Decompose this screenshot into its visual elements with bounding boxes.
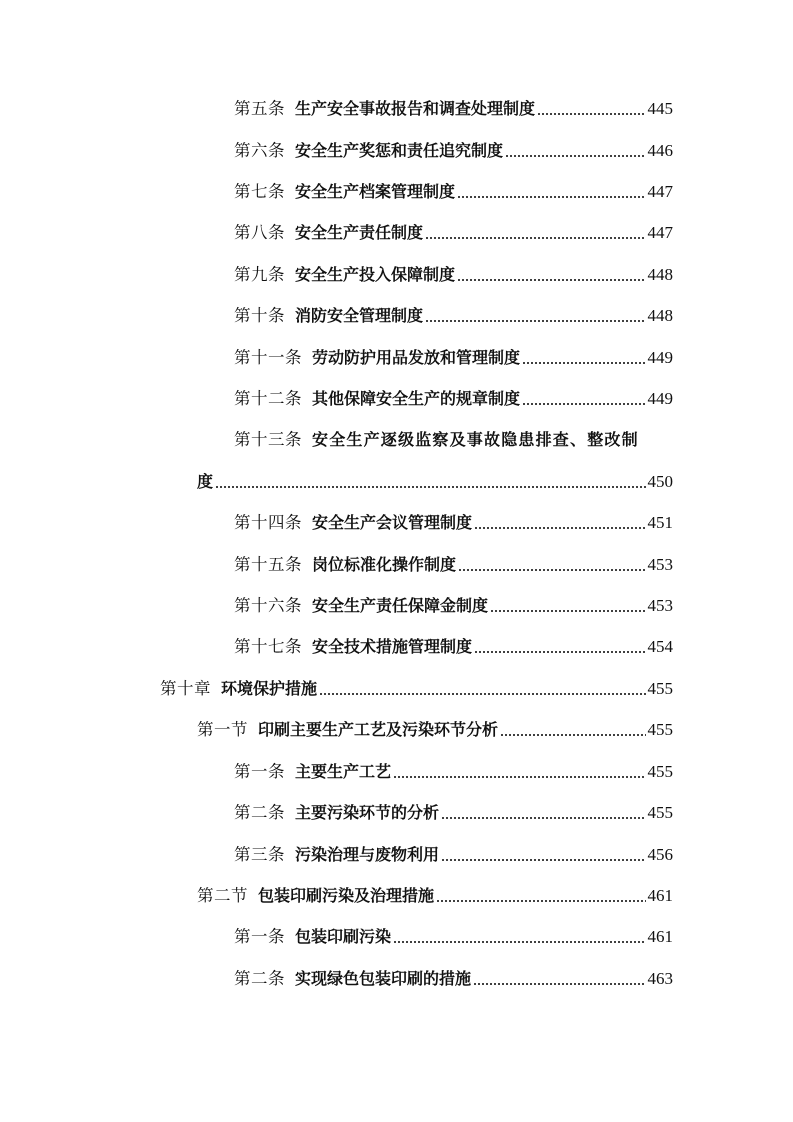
toc-entry-page: 455 xyxy=(647,679,673,698)
toc-entry-page: 461 xyxy=(647,927,673,946)
toc-entry-page: 455 xyxy=(647,762,673,781)
toc-entry-title: 包装印刷污染及治理措施 xyxy=(258,886,435,905)
dot-leader xyxy=(522,346,645,370)
toc-entry-number: 第一条 xyxy=(234,927,285,946)
toc-entry-title: 安全生产奖惩和责任追究制度 xyxy=(295,141,504,160)
toc-entry-page: 455 xyxy=(647,803,673,822)
toc-entry[interactable] xyxy=(234,304,673,328)
dot-leader xyxy=(441,843,645,867)
toc-entry-number: 第六条 xyxy=(234,141,285,160)
toc-entry-page: 448 xyxy=(647,306,673,325)
toc-entry-number: 第八条 xyxy=(234,223,285,242)
dot-leader xyxy=(505,139,645,163)
toc-entry[interactable] xyxy=(234,594,673,618)
toc-entry-page: 451 xyxy=(647,513,673,532)
dot-leader xyxy=(537,97,645,121)
toc-entry-page: 449 xyxy=(647,348,673,367)
toc-entry-title: 岗位标准化操作制度 xyxy=(312,555,457,574)
toc-entry-number: 第十六条 xyxy=(234,596,302,615)
dot-leader xyxy=(474,635,645,659)
dot-leader xyxy=(393,925,645,949)
dot-leader xyxy=(425,304,645,328)
toc-chapter-entry[interactable] xyxy=(160,677,673,701)
toc-entry-number: 第十七条 xyxy=(234,637,302,656)
toc-entry-title: 生产安全事故报告和调查处理制度 xyxy=(295,99,536,118)
toc-entry-title: 安全技术措施管理制度 xyxy=(312,637,473,656)
toc-entry-title: 劳动防护用品发放和管理制度 xyxy=(312,348,521,367)
toc-entry-title: 安全生产责任制度 xyxy=(295,223,424,242)
toc-entry-page: 447 xyxy=(647,182,673,201)
toc-section-entry[interactable] xyxy=(197,718,673,742)
toc-entry-number: 第十条 xyxy=(234,306,285,325)
toc-entry-title: 印刷主要生产工艺及污染环节分析 xyxy=(258,720,499,739)
toc-entry-wrapped-first-line[interactable] xyxy=(234,428,673,452)
toc-entry-title: 实现绿色包装印刷的措施 xyxy=(295,969,472,988)
toc-entry-number: 第十四条 xyxy=(234,513,302,532)
toc-entry-number: 第三条 xyxy=(234,845,285,864)
toc-entry-number: 第二条 xyxy=(234,969,285,988)
dot-leader xyxy=(425,221,645,245)
toc-entry-title: 安全生产投入保障制度 xyxy=(295,265,456,284)
toc-entry-title: 主要污染环节的分析 xyxy=(295,803,440,822)
toc-section-entry[interactable] xyxy=(197,884,673,908)
toc-entry-number: 第十三条 xyxy=(234,430,302,449)
toc-entry-title: 其他保障安全生产的规章制度 xyxy=(312,389,521,408)
dot-leader xyxy=(500,718,645,742)
toc-entry[interactable] xyxy=(234,387,673,411)
toc-entry[interactable] xyxy=(234,97,673,121)
toc-entry-number: 第五条 xyxy=(234,99,285,118)
toc-entry-page: 455 xyxy=(647,720,673,739)
toc-entry-title: 环境保护措施 xyxy=(221,679,318,698)
toc-entry[interactable] xyxy=(234,180,673,204)
toc-entry-wrapped-continuation[interactable] xyxy=(197,470,673,494)
dot-leader xyxy=(319,677,645,701)
toc-entry[interactable] xyxy=(234,511,673,535)
toc-entry-page: 446 xyxy=(647,141,673,160)
dot-leader xyxy=(457,180,645,204)
toc-entry-page: 445 xyxy=(647,99,673,118)
dot-leader xyxy=(473,967,645,991)
toc-entry-number: 第七条 xyxy=(234,182,285,201)
toc-entry-number: 第一节 xyxy=(197,720,248,739)
toc-entry-number: 第二节 xyxy=(197,886,248,905)
toc-entry[interactable] xyxy=(234,925,673,949)
toc-entry[interactable] xyxy=(234,967,673,991)
toc-entry[interactable] xyxy=(234,221,673,245)
dot-leader xyxy=(215,470,645,494)
toc-entry[interactable] xyxy=(234,139,673,163)
dot-leader xyxy=(474,511,645,535)
toc-entry-page: 463 xyxy=(647,969,673,988)
toc-entry-page: 450 xyxy=(647,472,673,491)
dot-leader xyxy=(457,263,645,287)
toc-entry-page: 449 xyxy=(647,389,673,408)
toc-entry-number: 第十一条 xyxy=(234,348,302,367)
toc-entry-page: 454 xyxy=(647,637,673,656)
toc-entry-title: 安全生产逐级监察及事故隐患排查、整改制 xyxy=(312,430,639,449)
toc-entry[interactable] xyxy=(234,801,673,825)
toc-entry[interactable] xyxy=(234,843,673,867)
toc-entry[interactable] xyxy=(234,760,673,784)
dot-leader xyxy=(458,553,645,577)
toc-entry-number: 第十二条 xyxy=(234,389,302,408)
toc-entry-title: 主要生产工艺 xyxy=(295,762,392,781)
toc-entry-page: 447 xyxy=(647,223,673,242)
toc-entry-number: 第十五条 xyxy=(234,555,302,574)
toc-entry-number: 第一条 xyxy=(234,762,285,781)
toc-entry-title: 安全生产责任保障金制度 xyxy=(312,596,489,615)
toc-entry-page: 448 xyxy=(647,265,673,284)
toc-entry-title: 消防安全管理制度 xyxy=(295,306,424,325)
toc-entry-title: 包装印刷污染 xyxy=(295,927,392,946)
dot-leader xyxy=(393,760,645,784)
dot-leader xyxy=(490,594,645,618)
toc-entry-number: 第九条 xyxy=(234,265,285,284)
dot-leader xyxy=(441,801,645,825)
toc-entry-title: 安全生产会议管理制度 xyxy=(312,513,473,532)
toc-entry[interactable] xyxy=(234,263,673,287)
toc-entry-page: 456 xyxy=(647,845,673,864)
toc-entry[interactable] xyxy=(234,635,673,659)
dot-leader xyxy=(436,884,645,908)
toc-entry-number: 第十章 xyxy=(160,679,211,698)
toc-entry-page: 453 xyxy=(647,555,673,574)
toc-entry[interactable] xyxy=(234,553,673,577)
toc-entry-title: 污染治理与废物利用 xyxy=(295,845,440,864)
toc-entry-title: 安全生产档案管理制度 xyxy=(295,182,456,201)
dot-leader xyxy=(522,387,645,411)
toc-entry[interactable] xyxy=(234,346,673,370)
toc-entry-page: 461 xyxy=(647,886,673,905)
toc-entry-page: 453 xyxy=(647,596,673,615)
toc-entry-title-continuation: 度 xyxy=(197,472,214,491)
toc-entry-number: 第二条 xyxy=(234,803,285,822)
